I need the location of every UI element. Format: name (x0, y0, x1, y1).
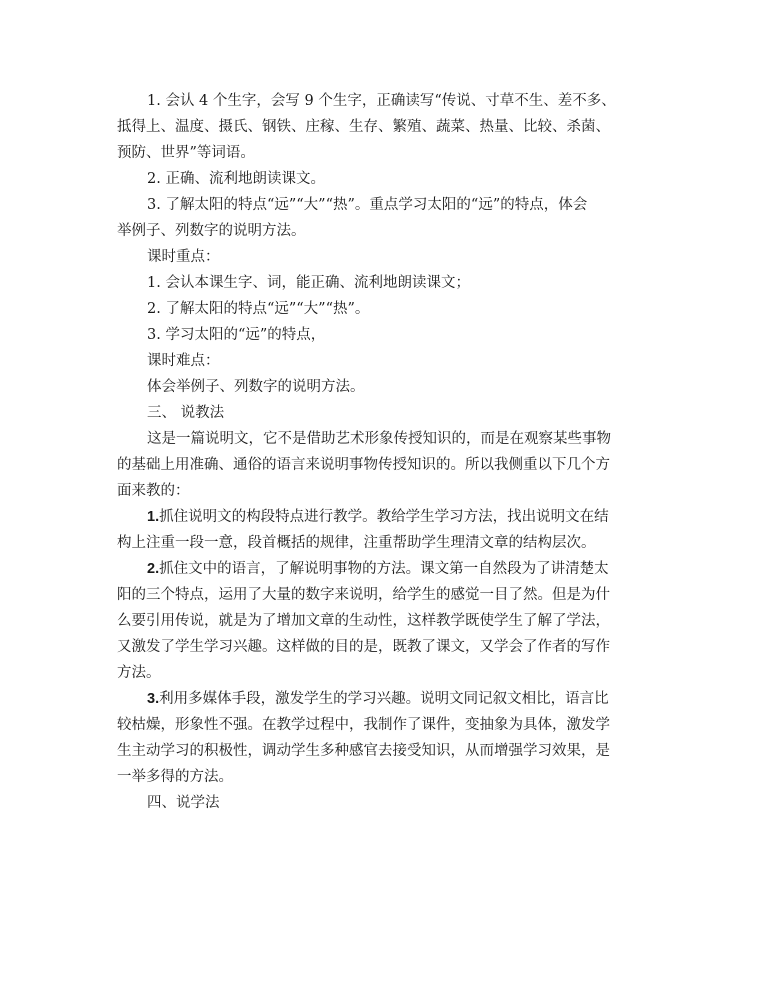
section-heading: 课时重点： (147, 249, 220, 265)
text-line: 的基础上用准确、通俗的语言来说明事物传授知识的。所以我侧重以下几个方 (117, 457, 610, 473)
text-line: 3. 了解太阳的特点“远”“大”“热”。重点学习太阳的“远”的特点，体会 (147, 197, 588, 213)
numbered-line (117, 556, 647, 582)
text-line: 2. 了解太阳的特点“远”“大”“热”。 (147, 301, 370, 317)
text-line: 1. 会认 4 个生字，会写 9 个生字，正确读写“传说、寸草不生、差不多、 (147, 93, 616, 109)
text-line: 2. 正确、流利地朗读课文。 (147, 171, 325, 187)
text-line: 抵得上、温度、摄氏、钢铁、庄稼、生存、繁殖、蔬菜、热量、比较、杀菌、 (117, 119, 610, 135)
item-number: 3. (147, 691, 160, 707)
text-line: 么要引用传说，就是为了增加文章的生动性，这样教学既使学生了解了学法， (117, 613, 610, 629)
text-line: 举例子、列数字的说明方法。 (117, 223, 306, 239)
item-number: 1. (147, 509, 160, 525)
text-line: 面来教的： (117, 483, 190, 499)
numbered-line (117, 504, 647, 530)
text-line: 体会举例子、列数字的说明方法。 (147, 379, 365, 395)
item-text: 抓住说明文的构段特点进行教学。教给学生学习方法，找出说明文在结 (159, 509, 609, 525)
text-line: 阳的三个特点，运用了大量的数字来说明，给学生的感觉一目了然。但是为什 (117, 587, 610, 603)
text-line: 预防、世界”等词语。 (117, 145, 255, 161)
text-line: 这是一篇说明文，它不是借助艺术形象传授知识的，而是在观察某些事物 (147, 431, 611, 447)
numbered-line (117, 686, 647, 712)
item-text: 抓住文中的语言，了解说明事物的方法。课文第一自然段为了讲清楚太 (159, 561, 609, 577)
text-line: 方法。 (117, 665, 161, 681)
text-line: 又激发了学生学习兴趣。这样做的目的是，既教了课文，又学会了作者的写作 (117, 639, 610, 655)
text-line: 生主动学习的积极性，调动学生多种感官去接受知识，从而增强学习效果，是 (117, 743, 610, 759)
text-line: 一举多得的方法。 (117, 769, 233, 785)
text-line: 较枯燥，形象性不强。在教学过程中，我制作了课件，变抽象为具体，激发学 (117, 717, 610, 733)
text-line: 构上注重一段一意，段首概括的规律，注重帮助学生理清文章的结构层次。 (117, 535, 596, 551)
section-heading: 四、说学法 (147, 795, 220, 811)
item-number: 2. (147, 561, 160, 577)
document-page (117, 88, 647, 816)
section-heading: 课时难点： (147, 353, 220, 369)
text-line: 1. 会认本课生字、词，能正确、流利地朗读课文； (147, 275, 470, 291)
text-line: 3. 学习太阳的“远”的特点， (147, 327, 326, 343)
section-heading: 三、 说教法 (147, 405, 225, 421)
item-text: 利用多媒体手段，激发学生的学习兴趣。说明文同记叙文相比，语言比 (159, 691, 609, 707)
